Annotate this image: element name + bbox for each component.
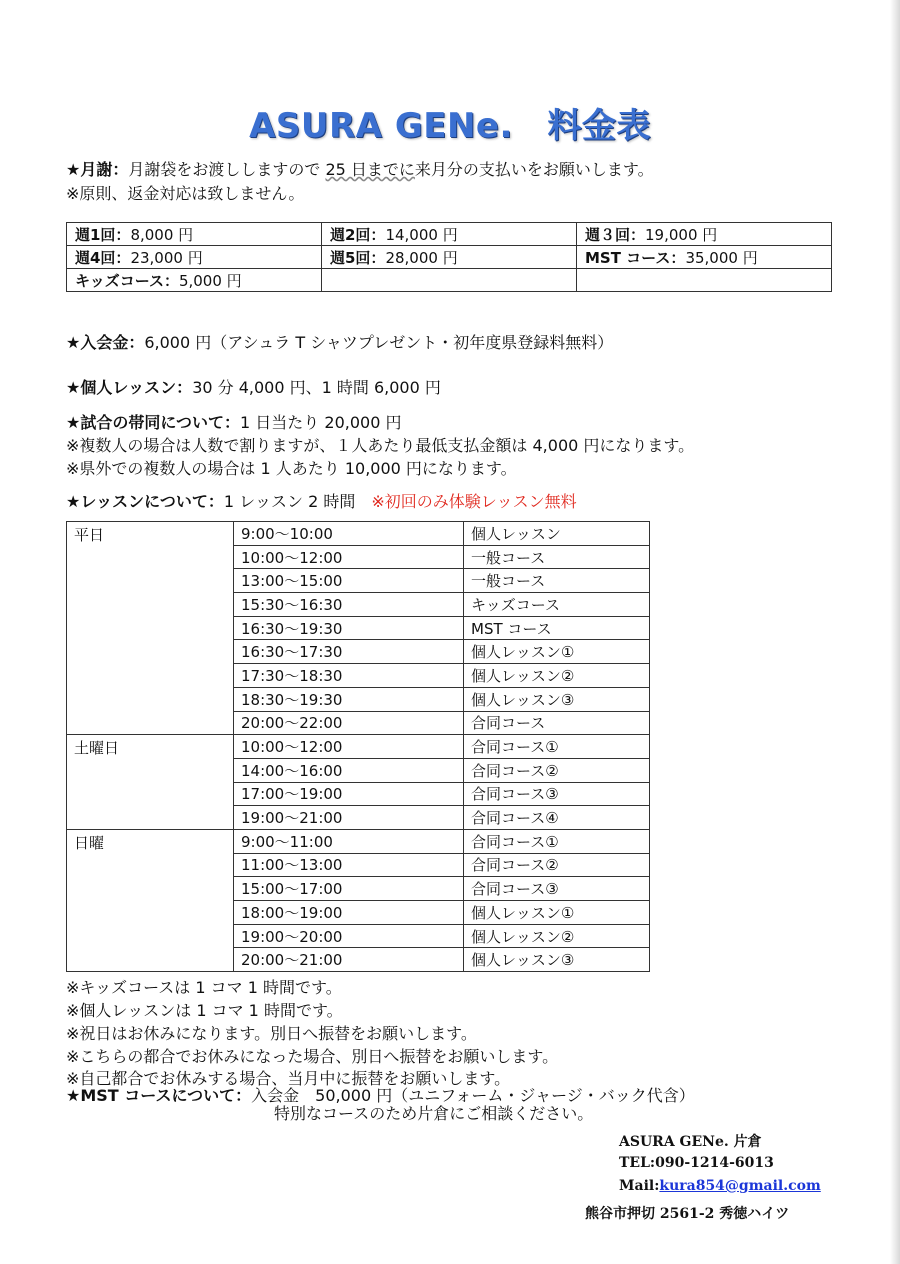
contact-tel: TEL:090-1214-6013 (619, 1155, 774, 1171)
match-escort-text: 1 日当たり 20,000 円 (240, 413, 402, 432)
schedule-course: 一般コース (464, 545, 650, 569)
schedule-course: 一般コース (464, 569, 650, 593)
fee-plan-label: 週３回： (585, 225, 646, 244)
match-escort-note1: ※複数人の場合は人数で割りますが、１人あたり最低支払金額は 4,000 円になります。 (66, 436, 695, 455)
schedule-time: 13:00～15:00 (234, 569, 464, 593)
schedule-course: MST コース (464, 616, 650, 640)
schedule-time: 20:00～22:00 (234, 711, 464, 735)
schedule-course: 合同コース② (464, 758, 650, 782)
private-lesson-line (66, 375, 441, 398)
schedule-time: 9:00～11:00 (234, 829, 464, 853)
admission-line (66, 330, 613, 353)
schedule-course: 合同コース (464, 711, 650, 735)
fee-plan-price: 14,000 円 (385, 225, 458, 244)
lesson-line (66, 489, 577, 512)
fee-row (67, 269, 832, 292)
monthly-fee-label: ★月謝： (66, 160, 129, 179)
schedule-time: 10:00～12:00 (234, 735, 464, 759)
note-2: ※個人レッスンは 1 コマ 1 時間です。 (66, 1001, 343, 1020)
schedule-course: 個人レッスン② (464, 924, 650, 948)
schedule-time: 20:00～21:00 (234, 948, 464, 972)
admission-label: ★入会金： (66, 333, 145, 352)
monthly-fee-text1: 月謝袋をお渡ししますので (128, 160, 321, 179)
match-escort-note2: ※県外での複数人の場合は 1 人あたり 10,000 円になります。 (66, 459, 517, 478)
schedule-course: 個人レッスン③ (464, 948, 650, 972)
schedule-course: 合同コース③ (464, 782, 650, 806)
schedule-course: 個人レッスン③ (464, 687, 650, 711)
fee-plan-price: 8,000 円 (130, 225, 194, 244)
schedule-row (67, 829, 650, 853)
monthly-fee-text2: 来月分の支払いをお願いします。 (414, 160, 654, 179)
fee-cell (322, 223, 577, 246)
schedule-time: 11:00～13:00 (234, 853, 464, 877)
page-title: ASURA GENe. 料金表 (249, 106, 651, 146)
schedule-time: 18:00～19:00 (234, 901, 464, 925)
fee-plan-price: 19,000 円 (645, 225, 718, 244)
fee-cell (67, 223, 322, 246)
fee-cell (67, 246, 322, 269)
fee-plan-label: MST コース： (585, 248, 686, 267)
match-escort-label: ★試合の帯同について： (66, 413, 241, 432)
schedule-course: キッズコース (464, 593, 650, 617)
monthly-fee-line (66, 157, 654, 180)
fee-plan-price: 23,000 円 (130, 248, 203, 267)
fee-cell (577, 246, 832, 269)
fee-cell (322, 269, 577, 292)
fee-plan-label: 週5回： (330, 248, 386, 267)
free-trial-note: ※初回のみ体験レッスン無料 (371, 492, 577, 511)
schedule-time: 19:00～21:00 (234, 806, 464, 830)
note-4: ※こちらの都合でお休みになった場合、別日へ振替をお願いします。 (66, 1047, 559, 1066)
admission-text: 6,000 円（アシュラ T シャツプレゼント・初年度県登録料無料） (144, 333, 614, 352)
note-5: ※自己都合でお休みする場合、当月中に振替をお願いします。 (66, 1069, 511, 1088)
schedule-course: 個人レッスン① (464, 901, 650, 925)
schedule-time: 16:30～17:30 (234, 640, 464, 664)
match-escort-line (66, 410, 401, 433)
fee-row (67, 246, 832, 269)
schedule-course: 合同コース② (464, 853, 650, 877)
fee-cell (577, 269, 832, 292)
schedule-time: 17:00～19:00 (234, 782, 464, 806)
monthly-fee-deadline: 25 日までに (325, 160, 415, 179)
schedule-time: 19:00～20:00 (234, 924, 464, 948)
schedule-course: 合同コース④ (464, 806, 650, 830)
schedule-time: 14:00～16:00 (234, 758, 464, 782)
schedule-day: 日曜 (67, 829, 234, 971)
schedule-course: 合同コース③ (464, 877, 650, 901)
note-1: ※キッズコースは 1 コマ 1 時間です。 (66, 978, 342, 997)
fee-cell (577, 223, 832, 246)
schedule-row (67, 735, 650, 759)
mst-text: 入会金 50,000 円（ユニフォーム・ジャージ・バック代含） (251, 1086, 695, 1105)
schedule-course: 個人レッスン (464, 522, 650, 546)
schedule-course: 合同コース① (464, 829, 650, 853)
schedule-day: 土曜日 (67, 735, 234, 830)
fee-table (66, 222, 832, 292)
contact-address: 熊谷市押切 2561-2 秀徳ハイツ (585, 1206, 790, 1222)
schedule-course: 個人レッスン② (464, 664, 650, 688)
schedule-time: 16:30～19:30 (234, 616, 464, 640)
mst-label: ★MST コースについて： (66, 1086, 252, 1105)
schedule-time: 15:30～16:30 (234, 593, 464, 617)
contact-name: ASURA GENe. 片倉 (619, 1134, 762, 1150)
schedule-time: 18:30～19:30 (234, 687, 464, 711)
fee-plan-label: 週2回： (330, 225, 386, 244)
contact-mail-line (619, 1178, 821, 1194)
schedule-time: 17:30～18:30 (234, 664, 464, 688)
fee-plan-label: 週4回： (75, 248, 131, 267)
note-3: ※祝日はお休みになります。別日へ振替をお願いします。 (66, 1024, 477, 1043)
fee-cell (67, 269, 322, 292)
fee-plan-price: 28,000 円 (385, 248, 458, 267)
fee-plan-price: 35,000 円 (685, 248, 758, 267)
schedule-course: 個人レッスン① (464, 640, 650, 664)
contact-mail-link[interactable]: kura854@gmail.com (659, 1178, 821, 1194)
private-lesson-label: ★個人レッスン： (66, 378, 193, 397)
schedule-time: 15:00～17:00 (234, 877, 464, 901)
schedule-row (67, 522, 650, 546)
lesson-text: 1 レッスン 2 時間 (223, 492, 372, 511)
page-edge-shadow (890, 0, 900, 1264)
mst-text2: 特別なコースのため片倉にご相談ください。 (274, 1104, 594, 1123)
fee-cell (322, 246, 577, 269)
schedule-table (66, 521, 650, 972)
fee-plan-label: 週1回： (75, 225, 131, 244)
schedule-course: 合同コース① (464, 735, 650, 759)
schedule-time: 10:00～12:00 (234, 545, 464, 569)
refund-note: ※原則、返金対応は致しません。 (66, 184, 305, 203)
schedule-time: 9:00～10:00 (234, 522, 464, 546)
lesson-label: ★レッスンについて： (66, 492, 224, 511)
fee-plan-label: キッズコース： (75, 271, 179, 290)
contact-mail-label: Mail: (619, 1178, 660, 1194)
fee-row (67, 223, 832, 246)
schedule-day: 平日 (67, 522, 234, 735)
fee-plan-price: 5,000 円 (178, 271, 242, 290)
private-lesson-text: 30 分 4,000 円、1 時間 6,000 円 (192, 378, 441, 397)
